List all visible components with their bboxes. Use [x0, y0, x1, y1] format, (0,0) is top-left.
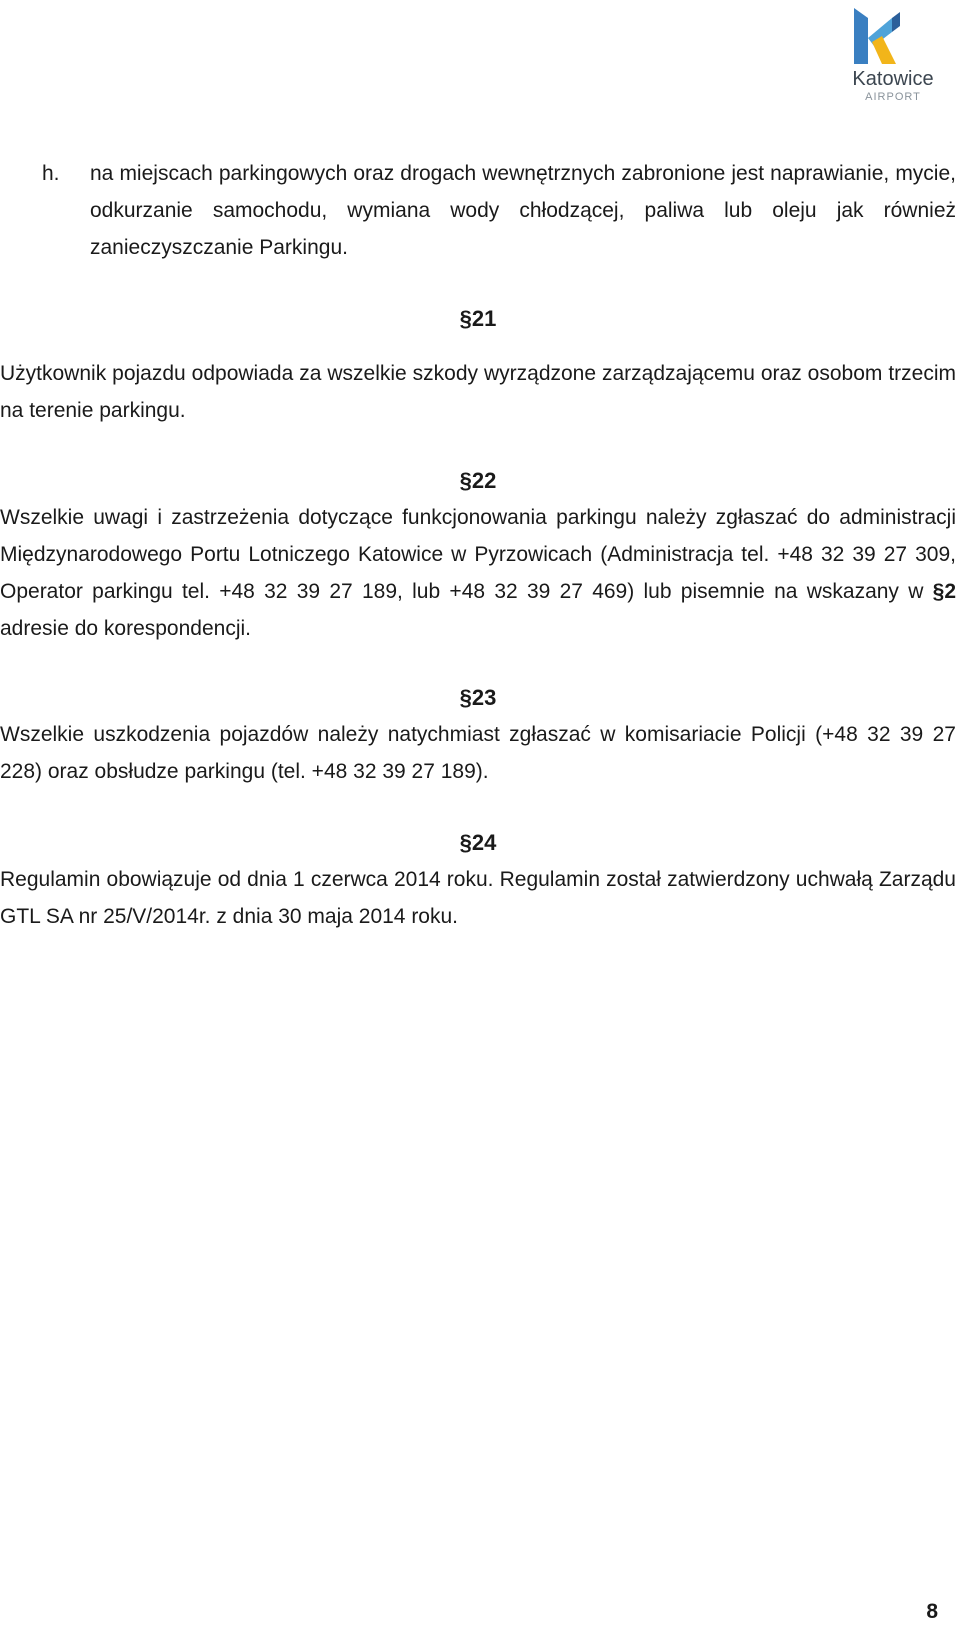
section-text-22 [0, 499, 956, 647]
list-item-h [0, 155, 956, 266]
list-marker: h. [42, 162, 60, 185]
section-text-23: Wszelkie uszkodzenia pojazdów należy natychmiast zgłaszać w komisariacie Policji (+48 32 39 27 228) oraz obsłudze parkingu (tel. +48 32 39 27 189). [0, 723, 956, 783]
section-text-22-part1: Wszelkie uwagi i zastrzeżenia dotyczące funkcjonowania parkingu należy zgłaszać do administracji Międzynarodowego Portu Lotniczego Katowice w Pyrzowicach (Administracja tel. +48 32 39 27 309, Operator parkingu tel. +48 32 39 27 189, lub +48 32 39 27 469) lub pisemnie na wskazany w [0, 506, 956, 603]
list-item-text: na miejscach parkingowych oraz drogach wewnętrznych zabronione jest naprawianie, mycie, odkurzanie samochodu, wymiana wody chłodzącej, paliwa lub oleju jak również zanieczyszczanie Parkingu. [90, 162, 956, 259]
section-text-21: Użytkownik pojazdu odpowiada za wszelkie szkody wyrządzone zarządzającemu oraz osobom trzecim na terenie parkingu. [0, 362, 956, 422]
logo-name: Katowice [852, 68, 934, 90]
document-body [0, 155, 956, 935]
section-ref-bold: §2 [932, 580, 956, 603]
section-title-21: §21 [459, 306, 497, 331]
section-text-24: Regulamin obowiązuje od dnia 1 czerwca 2014 roku. Regulamin został zatwierdzony uchwałą Zarządu GTL SA nr 25/V/2014r. z dnia 30 maja 2014 roku. [0, 868, 956, 928]
section-title-22: §22 [459, 468, 497, 493]
section-text-22-part2: adresie do korespondencji. [0, 617, 251, 640]
section-title-23: §23 [459, 685, 497, 710]
logo-subtitle: AIRPORT [865, 91, 921, 103]
section-title-24: §24 [459, 830, 497, 855]
k-mark-icon [848, 8, 938, 70]
katowice-airport-logo [848, 8, 938, 108]
page-number: 8 [926, 1600, 938, 1623]
